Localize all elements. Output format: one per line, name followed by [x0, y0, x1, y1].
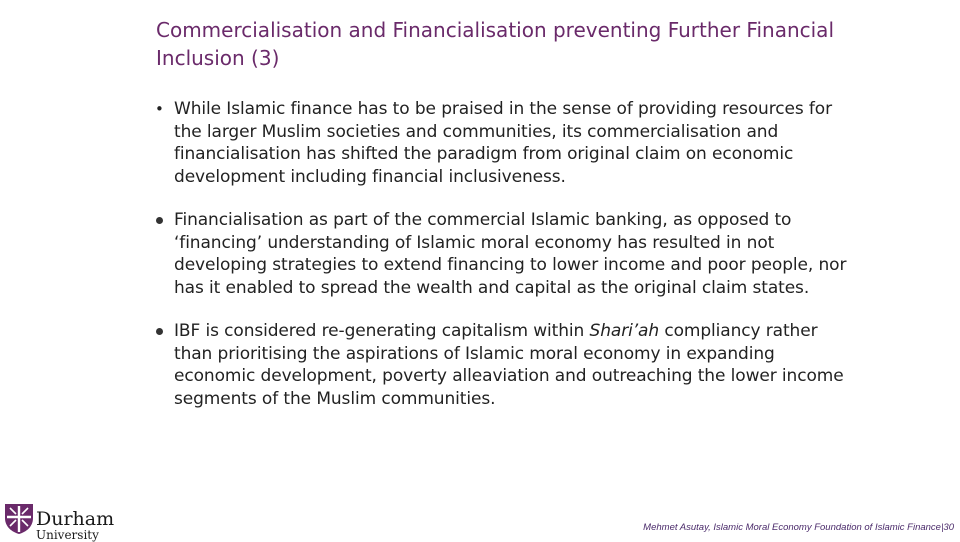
- durham-university-logo: [2, 500, 132, 540]
- bullet-text: While Islamic finance has to be praised in the sense of providing resources for the larger Muslim societies and communities, its commercialisation and financialisation has shifted the paradigm from original claim on economic development including financial inclusiveness.: [174, 99, 832, 187]
- bullet-text: Financialisation as part of the commercial Islamic banking, as opposed to ‘financing’ understanding of Islamic moral economy has resulted in not developing strategies to extend financing to lower income and poor people, nor has it enabled to spread the wealth and capital as the original claim states.: [174, 210, 847, 298]
- slide-title: Commercialisation and Financialisation preventing Further Financial Inclusion (3): [156, 18, 834, 70]
- bullet-item: [156, 98, 856, 188]
- bullet-text-italic: Shari’ah: [589, 321, 660, 341]
- bullet-text-before: IBF is considered re-generating capitalism within: [174, 321, 590, 341]
- bullet-list: [156, 98, 856, 410]
- footer-credit: Mehmet Asutay, Islamic Moral Economy Foundation of Islamic Finance|30: [643, 522, 954, 533]
- bullet-item: [156, 209, 856, 299]
- logo-subtitle: University: [36, 528, 99, 542]
- logo-name: Durham: [36, 508, 115, 530]
- bullet-text-after: compliancy rather than prioritising the aspirations of Islamic moral economy in expanding economic development, poverty alleaviation and outreaching the lower income segments of the Muslim communities.: [174, 321, 844, 409]
- bullet-item: [156, 320, 856, 410]
- durham-shield-icon: [4, 503, 34, 535]
